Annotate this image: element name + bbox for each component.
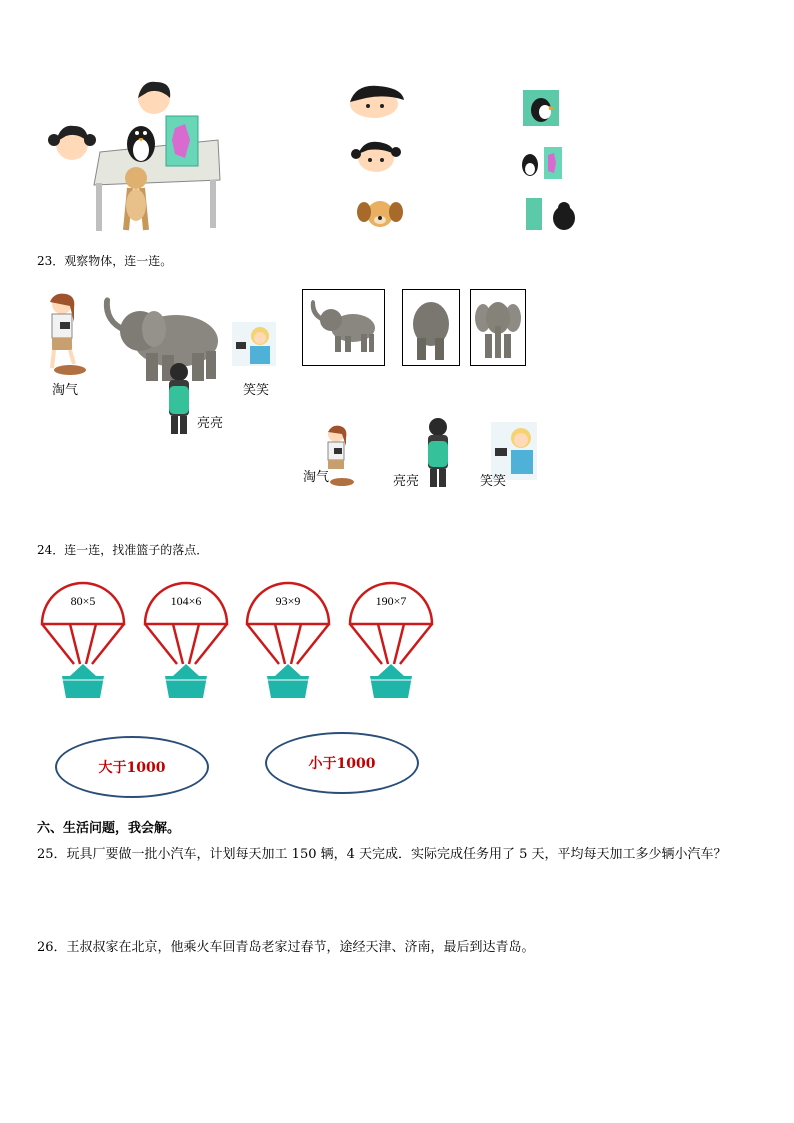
parachute-1-expression: 80×5: [70, 594, 96, 608]
name-label-liangliang-2: 亮亮: [393, 474, 420, 489]
oval-less-than-1000[interactable]: 小于1000: [265, 732, 419, 794]
parachute-4-expression: 190×7: [375, 594, 407, 608]
boy-head-icon: [346, 82, 408, 120]
oval-greater-than-1000[interactable]: 大于1000: [55, 736, 209, 798]
name-label-taoqi: 淘气: [52, 383, 79, 398]
parachute-2[interactable]: [143, 580, 229, 700]
view-card-side[interactable]: [302, 289, 385, 366]
view-card-back[interactable]: [402, 289, 460, 366]
table-scene: [30, 80, 230, 235]
name-label-taoqi-2: 淘气: [303, 470, 330, 485]
name-label-xiaoxiao: 笑笑: [243, 383, 270, 398]
question-26: 26．王叔叔家在北京，他乘火车回青岛老家过春节，途经天津、济南，最后到达青岛。: [37, 940, 535, 955]
xiaoxiao-photographer-image: [232, 322, 276, 366]
parachute-2-expression: 104×6: [170, 594, 202, 608]
parachute-1[interactable]: [40, 580, 126, 700]
question-25: 25．玩具厂要做一批小汽车，计划每天加工 150 辆，4 天完成．实际完成任务用了 5 天，平均每天加工多少辆小汽车？: [37, 847, 727, 862]
name-label-liangliang: 亮亮: [197, 416, 224, 431]
taoqi-photographer-image: [40, 292, 90, 376]
liangliang-boy-image: [164, 362, 194, 434]
elephant-image: [96, 293, 226, 383]
parachute-4[interactable]: [348, 580, 434, 700]
parachute-3[interactable]: [245, 580, 331, 700]
liangliang-small-image: [424, 417, 452, 487]
penguin-front-view-icon: [523, 90, 559, 126]
section-6-heading: 六、生活问题，我会解。: [37, 821, 181, 836]
penguin-back-view-icon: [524, 196, 580, 232]
girl-head-icon: [348, 138, 404, 174]
dog-head-icon: [356, 196, 404, 232]
view-card-front[interactable]: [470, 289, 526, 366]
question-24: 24．连一连，找准篮子的落点．: [37, 543, 209, 557]
name-label-xiaoxiao-2: 笑笑: [480, 474, 507, 489]
penguin-side-view-icon: [520, 145, 566, 181]
parachute-3-expression: 93×9: [275, 594, 301, 608]
question-23: 23．观察物体，连一连。: [37, 254, 173, 268]
